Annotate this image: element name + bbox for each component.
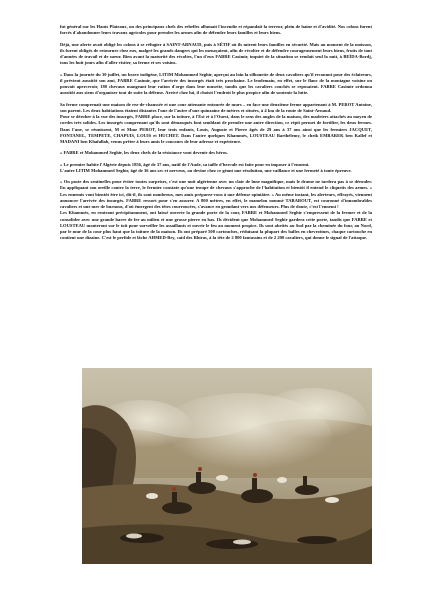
battle-illustration (82, 368, 372, 564)
paragraph: « Dans la journée du 30 juillet, un brave indigène, LITIM Mohammed Seghir, aperçut au loin la silhouette de deux cavaliers qu'il reconnut pour des éclaireurs, il prévient aussitôt son ami, FABRE Casimir, que l'arrivée des insurgés était très prochaine. Le lendemain, en effet, sur le flanc de la montagne voisine on pouvait apercevoir, 180 chevaux mangeant leur ration d'orge dans leur musette, tandis que les cavaliers couchés se reposaient. FABRE Casimir ordonna aussitôt aux siens d'organiser tout de suite la défense. Arrivé chez lui, il choisit l'endroit le plus propice afin de soutenir la lutte. (60, 71, 372, 96)
paragraph: « Le premier habite l'Algérie depuis 1856, âgé de 37 ans, natif de l'Aude, sa taille d'hercule est faite pour en imposer à l'ennemi. (60, 161, 310, 167)
paragraph: « FABRE et Mohammed Seghir, les deux chefs de la résistance vont devenir des héros. (60, 150, 228, 156)
paragraph: Déjà, une alerte avait obligé les colons à se réfugier à SAINT-ARNAUD, puis à SÉTIF où ils mirent leurs familles en sécurité. Mais au moment de la moisson, ils furent obligés de retourner chez eux, malgré les grands dangers qui les menaçaient, afin de récolter et de défendre courageusement leurs biens, fruits de tant d'années de travail et de sueur. Bien avant la maturité des récoltes, l'un d'eux FABRE Casimir, inquiet de la situation se rendait seul la nuit, à BEÏDA-Bordj, tous les huit jours afin d'aller visiter, sa ferme et ses voisins. (60, 41, 372, 66)
paragraph: fut général sur les Hauts Plateaux, un des principaux chefs des rebelles allumait l'incendie et répandait la terreur, plein de haine et d'avidité. Nos colons furent forcés d'abandonner leurs travaux agricoles pour prendre les armes afin de défendre leurs familles et leurs biens. (60, 24, 372, 36)
paragraph: L'autre LITIM Mohammed Seghir, âgé de 36 ans sec et nerveux, on devine chez ce géant une résolution, une vaillance et une fermeté à toute épreuve. (60, 167, 352, 173)
paragraph: Pour se dérober à la vue des insurgés, FABRE place, sur la toiture, à l'Est et à l'Ouest, dans le sens des angles de la maison, des madriers attachés au moyen de cordes très solides. Les insurgés comprenant qu'ils sont démasqués font semblant de prendre une autre direction, ce répit permet de fortifier, les deux fermes. Dans l'une, se réunissent, M et Mme PEROT, leur trois enfants, Louis, Auguste et Pierre âgés de 29 ans à 37 ans ainsi que les fermiers JACQUET, FONTANEL, TEMPETE, CHAPUIS, LOUIS et HUCHET. Dans l'autre quelques Khammès, LOUSTEAU Barthélemy, le cheik EMBAREK ben Kallef et MADANI ben Khafallah, venus prêter à leurs amis le concours de leur adresse et expérience. (60, 114, 372, 144)
paragraph: Sa ferme comprenait une maison de rez-de-chaussée et une cour attenante entourée de murs – en face une deuxième ferme appartenant à M. PEROT Antoine, son parent. Les deux habitations étaient distantes l'une de l'autre d'une quinzaine de mètres et situées, à 4 km de la route de Saint-Arnaud. (60, 101, 372, 113)
article-body (60, 24, 372, 247)
paragraph: « On poste des sentinelles pour éviter toutes surprises, c'est une nuit algérienne avec un clair de lune magnifique, mais le drame ne tardera pas à se dérouler. En appliquant son oreille contre la terre, le fermier constate qu'une troupe de chevaux s'approche de l'habitation et bientôt il entend le cliquetis des armes. « Les ennemis vont bientôt être ici, dit-il, ils sont nombreux, mes amis préparez-vous à une défense opiniâtre. » Au même instant, les alerteurs, effrayés, viennent annoncer l'arrivée des insurgés. FABRE ressort pour s'en assurer. A 800 mètres, en effet, le mamelon nommé TABAROUT, est couronné d'innombrables cavaliers et une mer de burnous, d'où émergent des têtes courroucées, s'avance en grondant vers nos défenseurs. Plus de doute, c'est l'ennemi ! (60, 179, 372, 209)
paragraph: Les Khammès, en rentrant précipitamment, ont laissé ouverte la grande porte de la cour, FABRE et Mohammed Seghir s'empressent de la fermer et de la consolider avec une grande barre de fer au milieu et une grosse pierre en bas. Ils décident que Mohammed Seghir gardera cette porte, tandis que FABRE et LOUSTEAU monteront sur le toit pour surveiller les assaillants et ouvrir le feu au moment propice. Ils sont abrités au Sud par la cheminée du four, au Nord, par le mur de la cour plus haut que la toiture de la maison. Ils ont préparé 500 cartouches, réduisant la plupart des balles en chevrotines, chaque cartouche en contient une dizaine. C'est le perfide et lâche AHMED-Bey, caïd des Rhiras, à la tête de 2 800 fantassins et de 2 200 cavaliers, qui donne le signal de l'attaque. (60, 210, 372, 241)
battle-painting-image (82, 368, 372, 564)
